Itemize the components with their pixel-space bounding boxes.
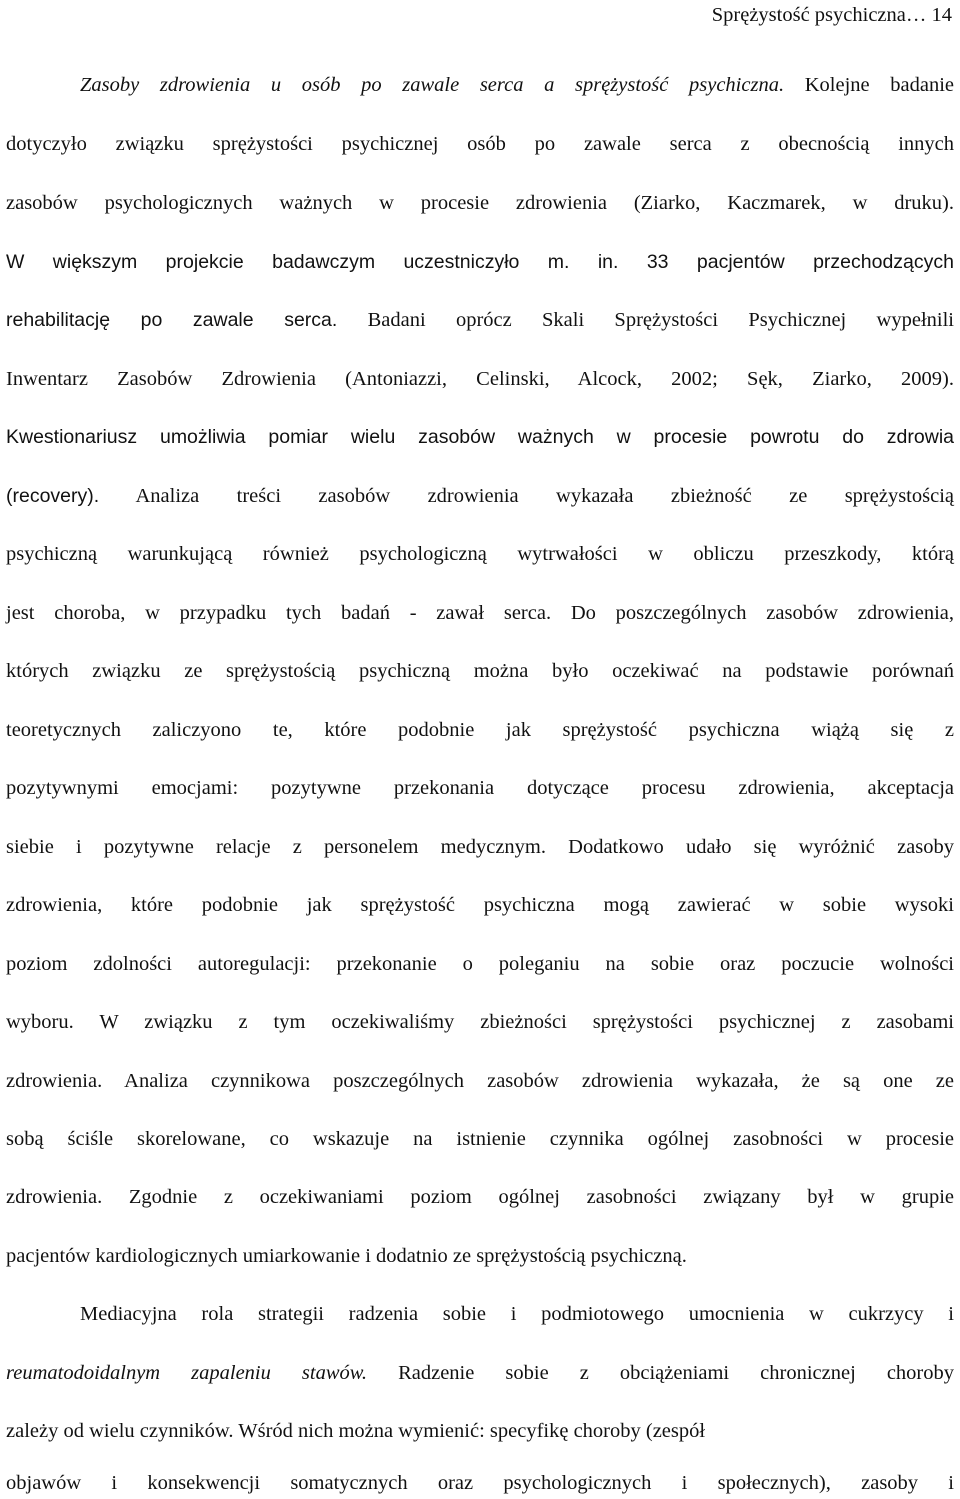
text-line	[6, 1416, 705, 1446]
text-line	[6, 1124, 954, 1154]
running-head: Sprężystość psychiczna… 14	[711, 4, 952, 26]
text-line	[6, 247, 954, 277]
text-segment: których związku ze sprężystością psychiczną można było oczekiwać na podstawie porównań	[6, 660, 954, 682]
text-segment: wyboru.	[6, 1011, 74, 1033]
text-segment: jest choroba, w przypadku tych badań - zawał serca.	[6, 602, 552, 624]
text-line	[80, 1299, 954, 1329]
text-line	[6, 1468, 954, 1498]
section-heading: Mediacyjna rola strategii radzenia sobie i podmiotowego umocnienia w cukrzycy i	[80, 1303, 954, 1325]
text-line	[6, 949, 954, 979]
text-segment: siebie i pozytywne relacje z personelem medycznym.	[6, 836, 546, 858]
text-line	[6, 539, 954, 569]
text-segment: zasobów psychologicznych ważnych w procesie zdrowienia (Ziarko, Kaczmarek, w druku).	[6, 192, 954, 214]
text-segment: teoretycznych zaliczyono te, które podobnie jak sprężystość psychiczna wiążą się z	[6, 719, 954, 741]
text-segment: Badani oprócz Skali Sprężystości Psychicznej wypełnili	[337, 309, 954, 331]
text-segment: pacjentów kardiologicznych umiarkowanie i dodatnio ze sprężystością psychiczną.	[6, 1245, 687, 1267]
text-line	[6, 188, 954, 218]
text-line	[6, 1066, 954, 1096]
text-line	[6, 364, 954, 394]
text-segment: poziom zdolności autoregulacji: przekonanie o poleganiu na sobie oraz poczucie wolności	[6, 953, 954, 975]
text-line	[80, 70, 954, 100]
text-segment: Analiza treści zasobów zdrowienia wykazała zbieżność ze sprężystością	[99, 485, 954, 507]
text-segment: zdrowienia.	[6, 1186, 103, 1208]
text-segment: Zgodnie z oczekiwaniami poziom ogólnej zasobności związany był w grupie	[102, 1186, 954, 1208]
text-segment: objawów i konsekwencji somatycznych oraz psychologicznych i społecznych), zasoby i	[6, 1472, 954, 1494]
text-segment: Inwentarz Zasobów Zdrowienia (Antoniazzi, Celinski, Alcock, 2002; Sęk, Ziarko, 2009).	[6, 368, 954, 390]
text-line	[6, 832, 954, 862]
text-line	[6, 1182, 954, 1212]
text-segment: Analiza czynnikowa poszczególnych zasobów zdrowienia wykazała, że są one ze	[102, 1070, 954, 1092]
text-line	[6, 656, 954, 686]
text-line	[6, 598, 954, 628]
text-segment: Wśród nich można wymienić: specyfikę choroby (zespół	[233, 1420, 706, 1442]
text-line	[6, 773, 954, 803]
text-line	[6, 1241, 687, 1271]
text-line	[6, 481, 954, 511]
text-line	[6, 890, 954, 920]
text-segment: Kwestionariusz umożliwia pomiar wielu zasobów ważnych w procesie powrotu do zdrowia	[6, 426, 954, 448]
text-segment: zależy od wielu czynników.	[6, 1420, 234, 1442]
text-segment: pozytywnymi emocjami: pozytywne przekonania dotyczące procesu zdrowienia, akceptacja	[6, 777, 954, 799]
section-heading: Zasoby zdrowienia u osób po zawale serca a sprężystość psychiczna.	[80, 74, 785, 96]
section-heading: reumatodoidalnym zapaleniu stawów.	[6, 1362, 368, 1384]
text-line	[6, 1358, 954, 1388]
text-segment: rehabilitację po zawale serca.	[6, 309, 338, 331]
text-segment: Kolejne badanie	[784, 74, 955, 96]
text-segment: zdrowienia.	[6, 1070, 103, 1092]
text-line	[6, 1007, 954, 1037]
text-segment: W związku z tym oczekiwaliśmy zbieżności sprężystości psychicznej z zasobami	[73, 1011, 954, 1033]
text-segment: (recovery).	[6, 485, 100, 507]
text-line	[6, 422, 954, 452]
text-segment: sobą ściśle skorelowane, co wskazuje na istnienie czynnika ogólnej zasobności w procesie	[6, 1128, 954, 1150]
text-segment: psychiczną warunkującą również psychologiczną wytrwałości w obliczu przeszkody, którą	[6, 543, 954, 565]
text-segment: Do poszczególnych zasobów zdrowienia,	[551, 602, 954, 624]
text-line	[6, 129, 954, 159]
text-segment: Dodatkowo udało się wyróżnić zasoby	[545, 836, 954, 858]
text-line	[6, 305, 954, 335]
text-segment: zdrowienia, które podobnie jak sprężystość psychiczna mogą zawierać w sobie wysoki	[6, 894, 954, 916]
text-segment: dotyczyło związku sprężystości psychicznej osób po zawale serca z obecnością innych	[6, 133, 954, 155]
text-segment: W większym projekcie badawczym uczestniczyło m. in. 33 pacjentów przechodzących	[6, 251, 954, 273]
text-segment: Radzenie sobie z obciążeniami chronicznej choroby	[367, 1362, 955, 1384]
text-line	[6, 715, 954, 745]
